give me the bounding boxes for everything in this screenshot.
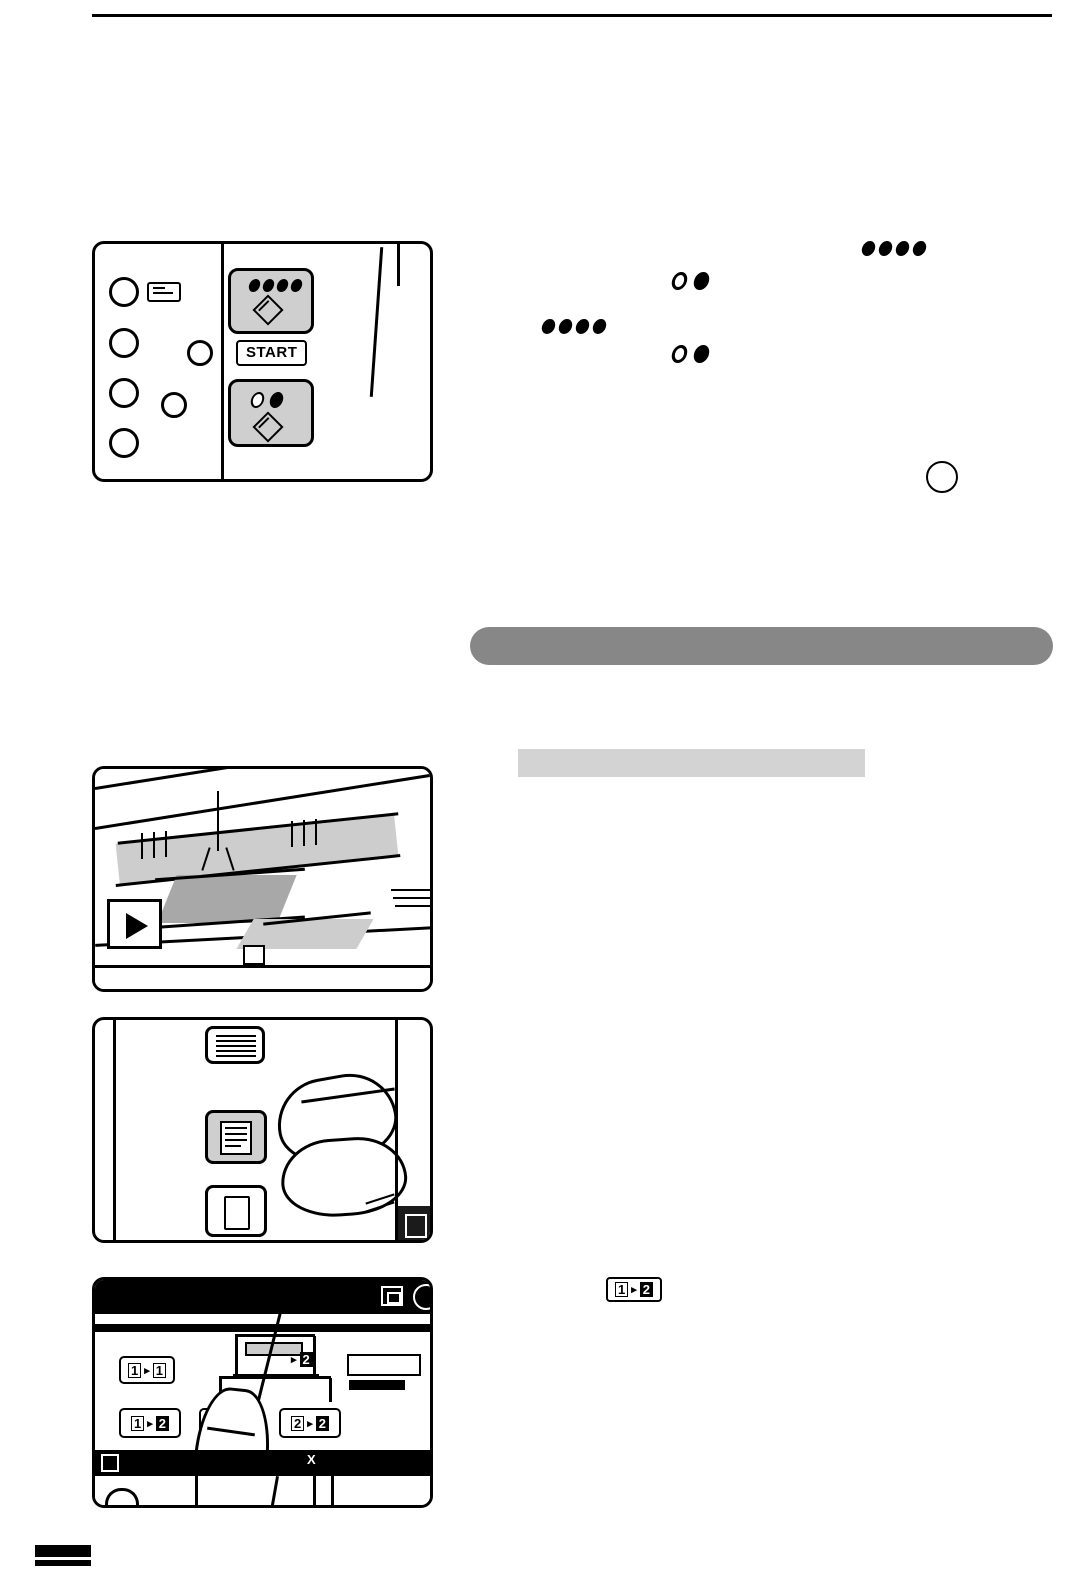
paper-icon xyxy=(243,945,265,965)
duplex-2to2-button[interactable] xyxy=(279,1408,341,1438)
list-print-key[interactable] xyxy=(205,1026,265,1064)
figure-operation-panel xyxy=(92,241,433,482)
machine-illustration-left xyxy=(235,1336,238,1376)
machine-illustration-base xyxy=(219,1376,331,1379)
hollow-solid-dots-indicator-lower xyxy=(672,345,709,363)
print-diamond-icon-upper xyxy=(252,294,283,325)
panel-bottom-white xyxy=(95,1476,433,1508)
start-key-upper[interactable] xyxy=(228,268,314,334)
feeder-rib-2 xyxy=(153,832,155,858)
bottom-bar-icon xyxy=(101,1454,119,1472)
machine-body-line-2 xyxy=(95,965,433,968)
panel-left-edge xyxy=(113,1020,116,1243)
inline-key-arrow: ▸ xyxy=(631,1284,637,1296)
panel-title-underline xyxy=(95,1324,433,1332)
duplex-1to2-button[interactable] xyxy=(119,1408,181,1438)
duplex-icon xyxy=(220,1121,252,1155)
subsection-heading-box xyxy=(518,749,865,777)
panel-tab-divider-1 xyxy=(195,1476,198,1508)
start-key-lower[interactable] xyxy=(228,379,314,447)
panel-detail-2 xyxy=(393,897,431,899)
feeder-rib-3 xyxy=(165,831,167,857)
hollow-solid-dots-indicator-lower xyxy=(251,392,283,408)
inline-duplex-1to2-key xyxy=(606,1277,662,1302)
panel-field-bar xyxy=(349,1380,405,1390)
feeder-rib-5 xyxy=(303,820,305,846)
machine-illustration-right xyxy=(313,1336,316,1376)
duplex-2to2-icon: 2 ▸ 2 xyxy=(291,1416,329,1431)
panel-round-button-4[interactable] xyxy=(109,428,139,458)
panel-round-indicator xyxy=(413,1284,433,1310)
figure-press-duplex-key xyxy=(92,1017,433,1243)
panel-divider xyxy=(221,244,224,482)
page-top-rule xyxy=(92,14,1052,17)
panel-edge-line-2 xyxy=(397,244,400,286)
feeder-rib-6 xyxy=(315,819,317,845)
callout-pointer-line xyxy=(217,791,219,851)
play-arrow-icon xyxy=(107,899,162,949)
panel-round-button-2[interactable] xyxy=(109,328,139,358)
page-curl-icon xyxy=(224,1196,250,1230)
page-number-mark xyxy=(35,1545,91,1557)
page-number-mark-rule xyxy=(35,1560,91,1566)
panel-round-button-3[interactable] xyxy=(109,378,139,408)
duplex-1to2-icon: 1 ▸ 2 xyxy=(131,1416,169,1431)
section-heading-bar xyxy=(470,627,1053,665)
panel-round-button-6[interactable] xyxy=(161,392,187,418)
four-dots-indicator-left xyxy=(542,319,606,334)
four-dots-indicator-top-right xyxy=(862,241,926,256)
copy-stack-icon xyxy=(381,1286,403,1306)
machine-illustration-base-right xyxy=(329,1378,332,1402)
panel-detail-1 xyxy=(391,889,431,891)
panel-round-button-5[interactable] xyxy=(187,340,213,366)
panel-tab-divider-3 xyxy=(331,1476,334,1508)
figure-touch-panel-duplex xyxy=(92,1277,433,1508)
four-dots-indicator-upper xyxy=(249,279,302,292)
panel-edge-line-1 xyxy=(370,247,383,397)
figure-document-on-glass xyxy=(92,766,433,992)
bottom-bar-x-label: X xyxy=(307,1452,316,1467)
duplex-1to1-button[interactable] xyxy=(119,1356,175,1384)
panel-bottom-bar xyxy=(95,1450,433,1476)
feeder-rib-4 xyxy=(291,821,293,847)
feeder-rib-1 xyxy=(141,833,143,859)
print-diamond-icon-lower xyxy=(252,411,283,442)
original-document xyxy=(157,875,296,923)
round-key-marker xyxy=(926,461,958,493)
duplex-1to1-icon: 1 ▸ 1 xyxy=(128,1363,166,1378)
inline-key-left: 1 xyxy=(615,1282,628,1297)
duplex-copy-key[interactable] xyxy=(205,1110,267,1164)
interrupt-icon[interactable] xyxy=(147,282,181,302)
tray-duplex-label: ▸ 2 xyxy=(291,1352,313,1367)
panel-tab-divider-2 xyxy=(313,1476,316,1508)
start-label: START xyxy=(236,340,307,366)
corner-icon xyxy=(405,1214,427,1238)
inline-key-right: 2 xyxy=(640,1282,653,1297)
panel-field xyxy=(347,1354,421,1376)
list-lines-icon xyxy=(216,1035,256,1060)
panel-round-button-1[interactable] xyxy=(109,277,139,307)
special-modes-key[interactable] xyxy=(205,1185,267,1237)
panel-detail-3 xyxy=(395,905,431,907)
hollow-solid-dots-indicator-upper xyxy=(672,272,709,290)
